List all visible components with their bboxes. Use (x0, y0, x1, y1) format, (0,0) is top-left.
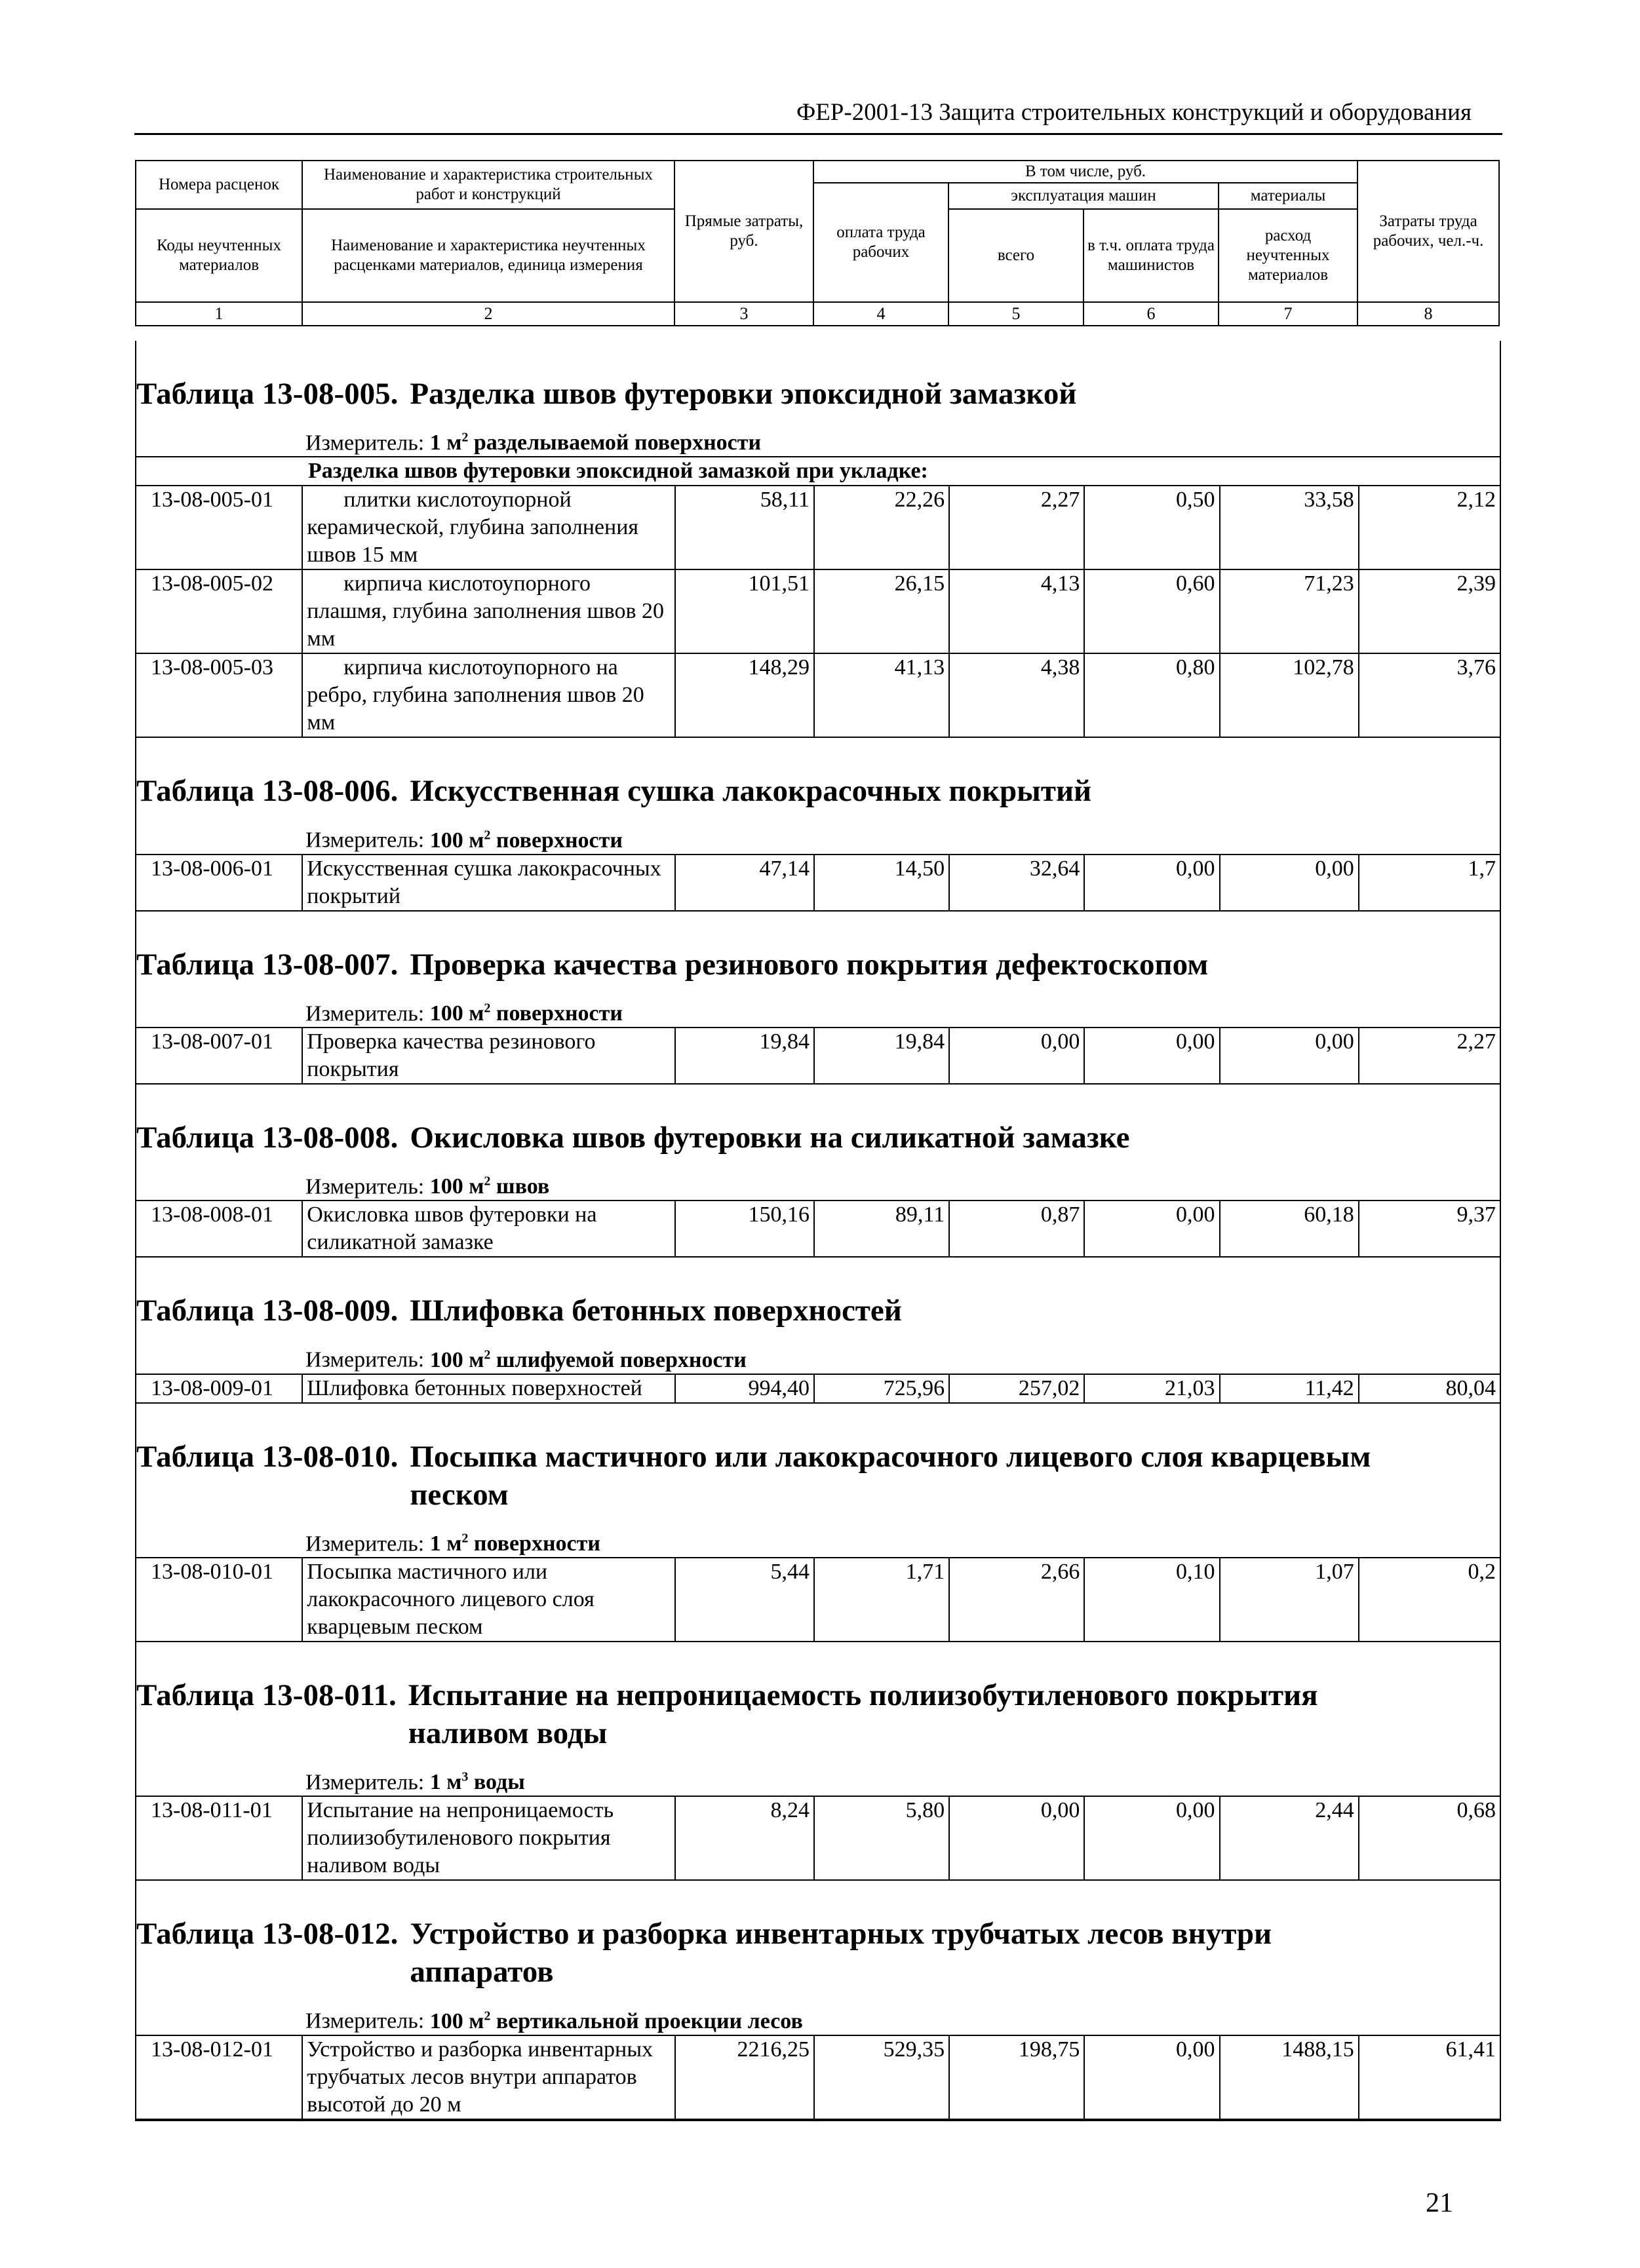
meter-prefix: Измеритель: (305, 1531, 425, 1556)
table-title (136, 738, 1500, 810)
rate-table-section (135, 341, 1501, 738)
table-row (136, 1796, 1500, 1880)
rate-value: 0,00 (1220, 1028, 1359, 1084)
rate-value: 21,03 (1084, 1374, 1219, 1403)
table-title-line: песком (410, 1477, 509, 1512)
table-title-text (410, 1438, 1458, 1514)
meter-exponent: 2 (461, 431, 469, 445)
meter-exponent: 2 (484, 1001, 491, 1016)
rate-value: 5,80 (814, 1796, 949, 1880)
rate-value: 148,29 (675, 653, 814, 737)
table-row (136, 1028, 1500, 1084)
measurement-unit (305, 995, 1500, 1027)
rates-table (135, 1200, 1501, 1258)
rate-value: 2,27 (1359, 1028, 1500, 1084)
col-number: 1 (136, 302, 302, 326)
meter-description: поверхности (490, 828, 623, 853)
measurement-unit (305, 1764, 1500, 1796)
meter-exponent: 2 (484, 2009, 491, 2024)
meter-unit (430, 1531, 600, 1556)
rate-value: 0,87 (949, 1201, 1084, 1257)
col-number: 2 (302, 302, 674, 326)
rate-value: 0,68 (1359, 1796, 1500, 1880)
rate-value: 2,39 (1359, 569, 1500, 653)
rate-name: Посыпка мастичного или лакокрасочного лицевого слоя кварцевым песком (302, 1558, 675, 1642)
table-row (136, 1558, 1500, 1642)
meter-prefix: Измеритель: (305, 1770, 425, 1795)
table-title-line: Окисловка швов футеровки на силикатной замазке (410, 1120, 1130, 1155)
measurement-unit (305, 2003, 1500, 2034)
meter-description: разделываемой поверхности (468, 431, 762, 455)
rate-value: 4,13 (949, 569, 1084, 653)
machines-header: эксплуатация машин (948, 183, 1219, 209)
table-number-label: Таблица 13-08-009. (136, 1294, 399, 1328)
col4-header: оплата труда рабочих (813, 183, 948, 302)
measurement-unit (305, 822, 1500, 853)
meter-value: 100 м (429, 1347, 484, 1372)
rate-value: 2,44 (1220, 1796, 1359, 1880)
rate-value: 2,27 (949, 486, 1084, 569)
rate-value: 2,12 (1359, 486, 1500, 569)
rate-value: 0,00 (1084, 2035, 1219, 2119)
meter-prefix: Измеритель: (305, 2009, 425, 2033)
rate-code: 13-08-009-01 (136, 1374, 302, 1403)
table-number-label: Таблица 13-08-005. (136, 377, 399, 411)
col-number: 7 (1219, 302, 1357, 326)
rate-value: 102,78 (1220, 653, 1359, 737)
rate-code: 13-08-007-01 (136, 1028, 302, 1084)
meter-exponent: 3 (461, 1769, 469, 1784)
rate-name: Испытание на непроницаемость полиизобутиленового покрытия наливом воды (302, 1796, 675, 1880)
rate-name: кирпича кислотоупорного плашмя, глубина заполнения швов 20 мм (302, 569, 675, 653)
rate-name: Проверка качества резинового покрытия (302, 1028, 675, 1084)
rate-code: 13-08-006-01 (136, 855, 302, 911)
rate-value: 0,00 (1220, 855, 1359, 911)
rate-name: Искусственная сушка лакокрасочных покрытий (302, 855, 675, 911)
col2-bottom-header: Наименование и характеристика неучтенных расценками материалов, единица измерения (302, 209, 674, 302)
rate-value: 257,02 (949, 1374, 1084, 1403)
rate-value: 529,35 (814, 2035, 949, 2119)
meter-value: 100 м (429, 1174, 484, 1199)
table-number-label: Таблица 13-08-011. (136, 1678, 397, 1712)
meter-unit (430, 1348, 747, 1372)
rate-value: 725,96 (814, 1374, 949, 1403)
rate-value: 0,2 (1359, 1558, 1500, 1642)
rate-name: кирпича кислотоупорного на ребро, глубина заполнения швов 20 мм (302, 653, 675, 737)
meter-description: поверхности (468, 1531, 600, 1556)
meter-unit (430, 828, 623, 853)
column-header-table (135, 160, 1500, 326)
rate-value: 33,58 (1220, 486, 1359, 569)
rate-value: 150,16 (675, 1201, 814, 1257)
materials-header: материалы (1219, 183, 1357, 209)
meter-value: 100 м (429, 2009, 484, 2033)
rate-table-section (135, 1404, 1501, 1642)
rate-value: 2216,25 (675, 2035, 814, 2119)
meter-description: вертикальной проекции лесов (490, 2009, 803, 2033)
table-title-text (408, 1676, 1457, 1752)
rate-value: 60,18 (1220, 1201, 1359, 1257)
meter-value: 1 м (429, 431, 462, 455)
rate-value: 0,00 (1084, 855, 1219, 911)
rate-value: 0,10 (1084, 1558, 1219, 1642)
rate-value: 4,38 (949, 653, 1084, 737)
rate-value: 8,24 (675, 1796, 814, 1880)
rate-value: 71,23 (1220, 569, 1359, 653)
meter-prefix: Измеритель: (305, 431, 425, 455)
table-title-line: Разделка швов футеровки эпоксидной замазкой (410, 377, 1077, 411)
rate-value: 58,11 (675, 486, 814, 569)
running-head: ФЕР-2001-13 Защита строительных конструкций и оборудования (796, 99, 1472, 126)
rates-table (135, 1557, 1501, 1642)
rates-table (135, 485, 1501, 738)
subheader: Разделка швов футеровки эпоксидной замазкой при укладке: (136, 456, 1500, 485)
meter-value: 1 м (429, 1531, 462, 1556)
measurement-unit (305, 1341, 1500, 1373)
rates-table (135, 1796, 1501, 1881)
table-number-label: Таблица 13-08-012. (136, 1917, 399, 1951)
rate-value: 9,37 (1359, 1201, 1500, 1257)
table-title (136, 1085, 1500, 1157)
meter-description: шлифуемой поверхности (490, 1347, 747, 1372)
meter-unit (430, 1770, 525, 1794)
table-title (136, 1258, 1500, 1330)
meter-prefix: Измеритель: (305, 1001, 425, 1026)
table-number-label: Таблица 13-08-007. (136, 947, 399, 982)
rate-code: 13-08-010-01 (136, 1558, 302, 1642)
table-title (136, 341, 1500, 413)
rate-table-section (135, 738, 1501, 911)
meter-exponent: 2 (484, 1347, 491, 1362)
table-title-line: Шлифовка бетонных поверхностей (410, 1294, 902, 1328)
col-number: 4 (813, 302, 948, 326)
rate-value: 1,7 (1359, 855, 1500, 911)
rate-value: 80,04 (1359, 1374, 1500, 1403)
rate-value: 26,15 (814, 569, 949, 653)
rate-value: 0,00 (949, 1028, 1084, 1084)
table-row (136, 569, 1500, 653)
rate-value: 0,00 (949, 1796, 1084, 1880)
rate-value: 1,71 (814, 1558, 949, 1642)
rates-table (135, 1027, 1501, 1085)
measurement-unit (305, 1526, 1500, 1557)
table-title-line: Посыпка мастичного или лакокрасочного лицевого слоя кварцевым (410, 1439, 1371, 1474)
table-title-line: Испытание на непроницаемость полиизобутиленового покрытия (408, 1678, 1318, 1712)
table-title-line: наливом воды (408, 1716, 608, 1750)
rate-name: Устройство и разборка инвентарных трубчатых лесов внутри аппаратов высотой до 20 м (302, 2035, 675, 2119)
meter-description: воды (468, 1770, 525, 1795)
meter-prefix: Измеритель: (305, 828, 425, 853)
col-number: 3 (674, 302, 813, 326)
meter-value: 1 м (429, 1770, 462, 1795)
rate-value: 0,00 (1084, 1028, 1219, 1084)
table-title-line: Устройство и разборка инвентарных трубчатых лесов внутри (410, 1917, 1272, 1951)
rate-value: 0,50 (1084, 486, 1219, 569)
rate-code: 13-08-008-01 (136, 1201, 302, 1257)
col1-bottom-header: Коды неучтенных материалов (136, 209, 302, 302)
meter-unit (430, 1174, 550, 1199)
table-row (136, 486, 1500, 569)
table-number-label: Таблица 13-08-010. (136, 1439, 399, 1474)
rate-value: 3,76 (1359, 653, 1500, 737)
rate-value: 11,42 (1220, 1374, 1359, 1403)
meter-unit (430, 2009, 803, 2033)
rate-table-section (135, 1258, 1501, 1403)
table-title-text (410, 1915, 1458, 1991)
rate-value: 61,41 (1359, 2035, 1500, 2119)
rate-value: 22,26 (814, 486, 949, 569)
rates-table (135, 2035, 1501, 2120)
table-row (136, 855, 1500, 911)
meter-description: поверхности (490, 1001, 623, 1026)
rate-code: 13-08-005-02 (136, 569, 302, 653)
page-number: 21 (1426, 2188, 1453, 2218)
header-rule (134, 133, 1502, 135)
table-number-label: Таблица 13-08-006. (136, 774, 399, 809)
table-title-line: Искусственная сушка лакокрасочных покрытий (410, 774, 1092, 809)
table-title (136, 912, 1500, 984)
rate-table-section (135, 912, 1501, 1085)
col-number: 5 (948, 302, 1084, 326)
rates-table (135, 854, 1501, 912)
rate-value: 1,07 (1220, 1558, 1359, 1642)
meter-unit (430, 1001, 623, 1026)
rate-value: 994,40 (675, 1374, 814, 1403)
rate-value: 19,84 (814, 1028, 949, 1084)
rate-table-section (135, 1881, 1501, 2121)
col-number: 6 (1084, 302, 1219, 326)
rate-value: 2,66 (949, 1558, 1084, 1642)
table-title-text (410, 1292, 1458, 1330)
rate-value: 41,13 (814, 653, 949, 737)
rate-value: 0,80 (1084, 653, 1219, 737)
col-number: 8 (1357, 302, 1499, 326)
table-title-text (410, 375, 1458, 413)
measurement-unit (305, 425, 1500, 456)
meter-exponent: 2 (484, 1174, 491, 1189)
rate-value: 14,50 (814, 855, 949, 911)
table-title-line: аппаратов (410, 1955, 554, 1989)
rate-value: 47,14 (675, 855, 814, 911)
table-row (136, 1374, 1500, 1403)
col8-header: Затраты труда рабочих, чел.-ч. (1357, 161, 1499, 302)
table-title-text (410, 772, 1458, 810)
col3-header: Прямые затраты, руб. (674, 161, 813, 302)
rate-code: 13-08-011-01 (136, 1796, 302, 1880)
meter-value: 100 м (429, 1001, 484, 1026)
rate-value: 89,11 (814, 1201, 949, 1257)
meter-description: швов (490, 1174, 550, 1199)
col7-header: расход неучтенных материалов (1219, 209, 1357, 302)
table-row (136, 1201, 1500, 1257)
table-number-label: Таблица 13-08-008. (136, 1120, 399, 1155)
meter-prefix: Измеритель: (305, 1347, 425, 1372)
rate-name: Окисловка швов футеровки на силикатной замазке (302, 1201, 675, 1257)
included-header: В том числе, руб. (813, 161, 1357, 183)
rate-value: 198,75 (949, 2035, 1084, 2119)
table-title (136, 1881, 1500, 1991)
table-title-line: Проверка качества резинового покрытия дефектоскопом (410, 947, 1209, 982)
rate-code: 13-08-012-01 (136, 2035, 302, 2119)
table-title (136, 1642, 1500, 1752)
rate-tables (135, 341, 1501, 2121)
table-title-text (410, 946, 1458, 984)
col5-header: всего (948, 209, 1084, 302)
rate-value: 32,64 (949, 855, 1084, 911)
col6-header: в т.ч. оплата труда машинистов (1084, 209, 1219, 302)
measurement-unit (305, 1168, 1500, 1200)
table-row (136, 653, 1500, 737)
rate-value: 101,51 (675, 569, 814, 653)
col2-top-header: Наименование и характеристика строительных работ и конструкций (302, 161, 674, 209)
meter-value: 100 м (429, 828, 484, 853)
meter-unit (430, 431, 761, 455)
rate-value: 0,00 (1084, 1796, 1219, 1880)
rate-value: 19,84 (675, 1028, 814, 1084)
rate-code: 13-08-005-03 (136, 653, 302, 737)
rate-code: 13-08-005-01 (136, 486, 302, 569)
rates-table (135, 1374, 1501, 1404)
rate-value: 5,44 (675, 1558, 814, 1642)
rate-name: плитки кислотоупорной керамической, глубина заполнения швов 15 мм (302, 486, 675, 569)
rate-value: 1488,15 (1220, 2035, 1359, 2119)
table-title (136, 1404, 1500, 1514)
meter-prefix: Измеритель: (305, 1174, 425, 1199)
col1-top-header: Номера расценок (136, 161, 302, 209)
rate-name: Шлифовка бетонных поверхностей (302, 1374, 675, 1403)
meter-exponent: 2 (484, 828, 491, 843)
table-title-text (410, 1119, 1458, 1157)
meter-exponent: 2 (461, 1531, 469, 1546)
rate-value: 0,00 (1084, 1201, 1219, 1257)
rate-value: 0,60 (1084, 569, 1219, 653)
rate-table-section (135, 1085, 1501, 1258)
table-row (136, 2035, 1500, 2119)
rate-table-section (135, 1642, 1501, 1881)
